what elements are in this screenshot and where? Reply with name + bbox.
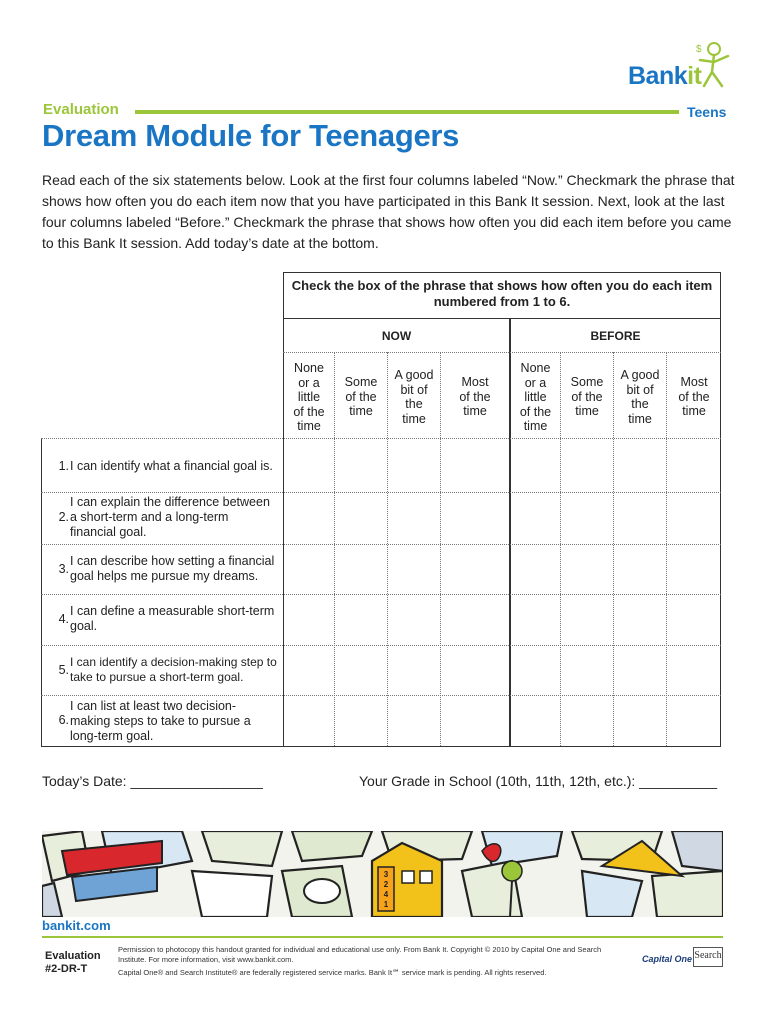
table-border-inner-left	[283, 272, 284, 747]
row-number: 2.	[58, 510, 69, 524]
col-text: Some	[344, 375, 378, 389]
col-text: of the	[519, 404, 552, 419]
row-text: a short-term and a long-term	[70, 510, 229, 524]
row-text: financial goal.	[70, 525, 147, 539]
table-border-bottom	[41, 746, 721, 747]
section-label: Evaluation	[43, 101, 119, 118]
col-text: little	[524, 390, 547, 404]
col-now-good-bit	[388, 368, 440, 426]
row-statement	[70, 459, 278, 474]
row-text: I can list at least two decision-	[70, 699, 237, 713]
row-statement	[70, 604, 278, 634]
house-number-digit: 2	[383, 880, 389, 889]
col-before-some	[561, 375, 613, 419]
col-text: None	[294, 361, 324, 375]
row-text: I can explain the difference between	[70, 495, 270, 509]
date-field[interactable]	[42, 773, 263, 789]
row-rule	[41, 594, 721, 595]
col-text: of the	[459, 389, 491, 404]
table-border-left	[41, 438, 42, 747]
col-text: little	[297, 390, 321, 404]
col-text: the	[631, 397, 649, 411]
col-before-most	[667, 375, 721, 419]
col-text: of the	[293, 404, 325, 419]
capital-one-logo: Capital One	[642, 954, 693, 964]
table-border-top	[283, 272, 721, 273]
col-text: time	[575, 404, 599, 418]
row-statement	[70, 699, 278, 744]
col-text: time	[402, 411, 426, 426]
logo-text: Bankit	[628, 62, 702, 90]
row-number: 1.	[58, 459, 69, 473]
svg-text:$: $	[696, 44, 702, 55]
row-rule	[283, 352, 721, 353]
house-number-digit: 4	[383, 890, 389, 899]
col-text: time	[523, 419, 548, 433]
col-text: the	[405, 397, 423, 411]
col-text: A good	[394, 368, 434, 382]
handout-code-line2: #2-DR-T	[45, 963, 88, 975]
row-rule	[41, 544, 721, 545]
col-text: bit of	[400, 382, 428, 397]
row-rule	[41, 645, 721, 646]
neighborhood-illustration	[42, 831, 723, 917]
group-now: NOW	[381, 329, 412, 343]
col-text: time	[297, 419, 321, 433]
trademark-notice: Capital One® and Search Institute® are federally registered service marks. Bank It℠ service mark is pending. All rights reserved.	[118, 968, 547, 977]
row-rule	[41, 492, 721, 493]
row-text: take to pursue a short-term goal.	[70, 670, 244, 684]
row-text: I can describe how setting a financial	[70, 554, 275, 568]
website-link[interactable]: bankit.com	[42, 918, 111, 933]
col-text: time	[682, 404, 706, 418]
col-text: time	[628, 411, 652, 426]
audience-label: Teens	[687, 104, 727, 120]
stick-figure-icon	[690, 40, 734, 90]
permission-notice: Permission to photocopy this handout granted for individual and educational use only. From Bank It. Copyright © 2010 by Capital One and Search Institute. For more information, visit www.bankit.com.	[118, 945, 602, 964]
row-number: 5.	[58, 663, 69, 677]
grade-field[interactable]	[359, 773, 717, 789]
house-number-digit: 3	[383, 870, 389, 879]
date-label: Today’s Date:	[42, 773, 127, 789]
row-number: 6.	[58, 713, 69, 727]
header-rule	[135, 110, 679, 114]
col-text: Most	[680, 375, 708, 389]
row-text: I can identify a decision-making step to	[70, 655, 277, 669]
footer-rule	[42, 936, 723, 938]
row-text: long-term goal.	[70, 729, 154, 743]
col-text: A good	[620, 368, 660, 382]
col-before-good-bit	[614, 368, 666, 426]
col-before-none	[511, 361, 560, 434]
grade-blank[interactable]: __________	[639, 773, 718, 789]
row-statement	[70, 554, 278, 584]
col-text: or a	[298, 375, 320, 390]
row-text: making steps to take to pursue a	[70, 714, 251, 728]
row-rule	[41, 438, 721, 439]
col-text: time	[463, 404, 487, 418]
col-text: or a	[524, 375, 547, 390]
table-instruction: Check the box of the phrase that shows how often you do each item numbered from 1 to 6.	[291, 278, 713, 309]
row-number: 3.	[58, 562, 69, 576]
row-statement	[70, 495, 278, 540]
grade-label: Your Grade in School (10th, 11th, 12th, etc.):	[359, 773, 636, 789]
row-text: I can define a measurable short-term	[70, 604, 275, 618]
col-text: bit of	[626, 382, 654, 397]
handout-code-line1: Evaluation	[45, 950, 101, 962]
col-now-most	[441, 375, 509, 419]
row-rule	[41, 695, 721, 696]
row-statement	[70, 655, 278, 685]
page-title: Dream Module for Teenagers	[42, 118, 460, 153]
col-text: of the	[571, 389, 603, 404]
col-text: of the	[345, 389, 377, 404]
group-rule	[283, 318, 721, 319]
col-now-none	[284, 361, 334, 434]
col-text: None	[520, 361, 551, 375]
row-text: I can identify what a financial goal is.	[70, 459, 273, 473]
bankit-logo	[628, 40, 738, 96]
row-text: goal.	[70, 619, 98, 633]
col-text: Some	[570, 375, 604, 389]
row-text: goal helps me pursue my dreams.	[70, 569, 259, 583]
col-text: Most	[461, 375, 489, 389]
row-number: 4.	[58, 612, 69, 626]
col-now-some	[335, 375, 387, 419]
date-blank[interactable]: _________________	[130, 773, 263, 789]
search-institute-logo: Search	[693, 947, 723, 967]
table-border-right	[720, 272, 721, 747]
col-text: of the	[678, 389, 710, 404]
col-text: time	[349, 404, 373, 418]
instructions: Read each of the six statements below. Look at the first four columns labeled “Now.” Checkmark the phrase that shows how often you do each item now that you have participated in this Bank It session. Next, look at the last four columns labeled “Before.” Checkmark the phrase that shows how often you did each item before you came to this Bank It session. Add today’s date at the bottom.	[42, 172, 735, 251]
group-before: BEFORE	[590, 329, 641, 343]
house-number-digit: 1	[383, 900, 389, 909]
survey-table	[41, 272, 721, 747]
